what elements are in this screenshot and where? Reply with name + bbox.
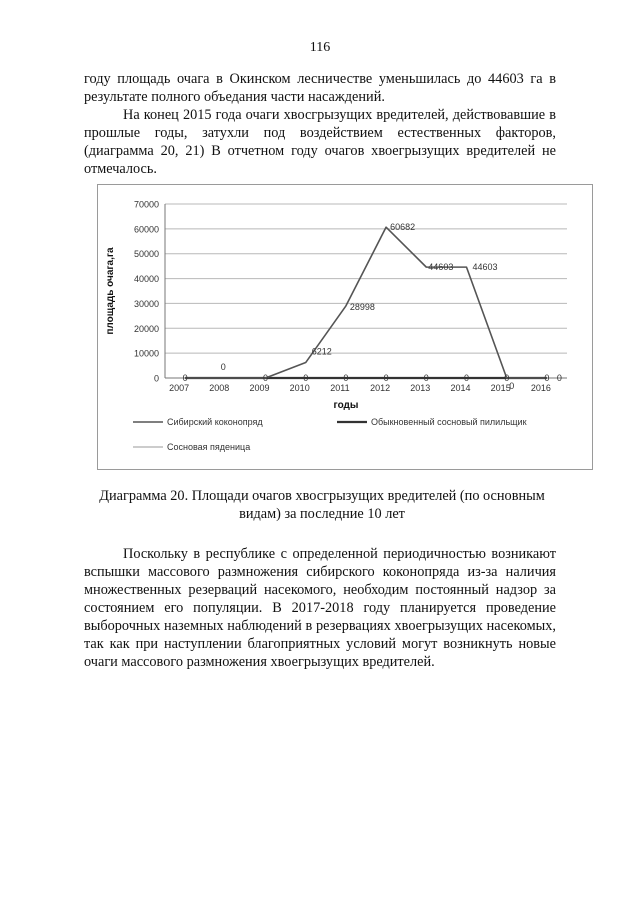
x-tick-label: 2010 [289, 383, 310, 393]
data-label: 0 [262, 373, 269, 383]
line-chart [97, 184, 593, 470]
x-tick-label: 2008 [209, 383, 230, 393]
data-label: 60682 [390, 222, 416, 233]
data-label: 0 [509, 381, 515, 391]
y-tick-label: 10000 [133, 348, 159, 359]
y-tick-label: 30000 [133, 298, 159, 309]
data-label: 0 [504, 373, 510, 383]
chart-caption: Диаграмма 20. Площади очагов хвосгрызущих вредителей (по основным видам) за последние 10 лет [99, 488, 545, 522]
data-label: 0 [220, 362, 226, 372]
data-label: 6212 [311, 346, 332, 357]
y-tick-label: 70000 [133, 199, 159, 210]
legend-label: Обыкновенный сосновый пилильщик [371, 417, 527, 427]
data-label: 44603 [472, 262, 498, 273]
data-label: 44603 [428, 262, 454, 273]
data-label: 0 [383, 373, 389, 383]
data-label: 28998 [349, 301, 375, 312]
paragraph-2: На конец 2015 года очаги хвосгрызущих вредителей, действовавшие в прошлые годы, затухли под воздействием естественных факторов, (диаграмма 20, 21) В отчетном году очагов хвоегрызущих вредителей не отмечалось. [84, 107, 556, 177]
y-tick-label: 20000 [133, 323, 159, 334]
x-tick-label: 2014 [450, 383, 471, 393]
paragraph-3: Поскольку в республике с определенной периодичностью возникают вспышки массового размножения сибирского коконопряда из-за наличия множественных резерваций насекомого, необходим постоянный надзор за состоянием его популяции. В 2017-2018 году планируется проведение выборочных наземных наблюдений в резервациях хвоегрызущих насекомых, так как при наступлении благоприятных условий могут возникнуть новые очаги массового размножения хвоегрызущих вредителей. [84, 546, 556, 670]
legend-label: Сосновая пяденица [167, 442, 251, 452]
page-number: 116 [309, 40, 331, 55]
x-tick-label: 2013 [410, 383, 431, 393]
x-tick-label: 2011 [330, 383, 350, 393]
data-label: 0 [544, 373, 550, 383]
y-tick-label: 40000 [133, 274, 159, 285]
legend-label: Сибирский коконопряд [167, 417, 263, 427]
paragraph-1: году площадь очага в Окинском лесничестве уменьшилась до 44603 га в результате полного объедания части насаждений. [84, 71, 556, 105]
data-label: 0 [556, 373, 562, 383]
x-axis-title: годы [333, 400, 359, 411]
data-label: 0 [343, 373, 349, 383]
data-label: 0 [303, 373, 309, 383]
x-tick-label: 2012 [370, 383, 391, 393]
y-tick-label: 0 [153, 373, 159, 384]
x-tick-label: 2007 [169, 383, 190, 393]
y-tick-label: 50000 [133, 249, 159, 260]
y-tick-label: 60000 [133, 224, 159, 235]
data-label: 0 [423, 373, 429, 383]
x-tick-label: 2016 [530, 383, 551, 393]
y-axis-title: площадь очага,га [105, 247, 116, 335]
chart-container [97, 184, 593, 470]
x-tick-label: 2015 [490, 383, 511, 393]
data-label: 0 [182, 373, 188, 383]
x-tick-label: 2009 [249, 383, 270, 393]
data-label: 0 [463, 373, 470, 383]
